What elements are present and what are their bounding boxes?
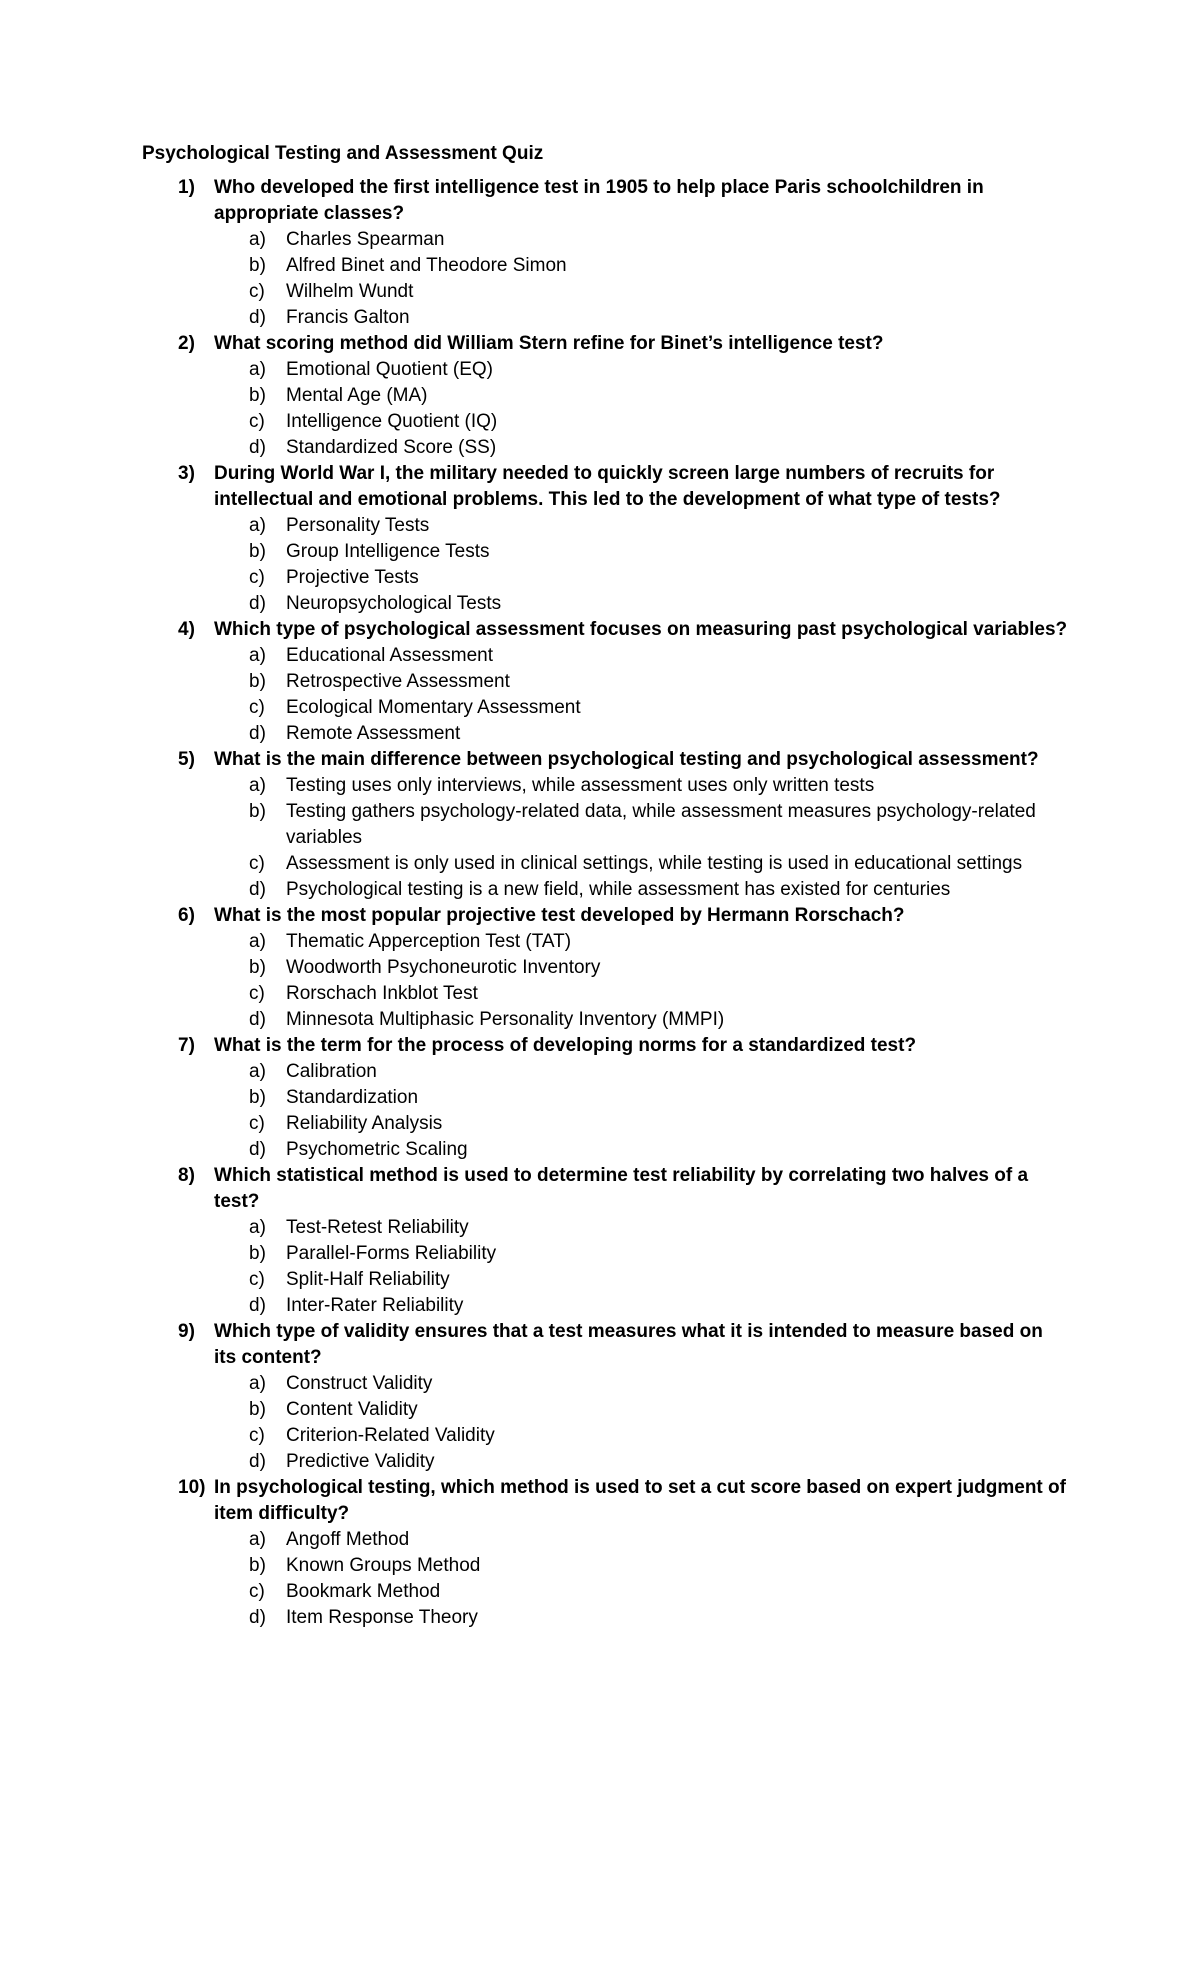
answer-option [214, 1293, 1070, 1319]
answer-option [214, 877, 1070, 903]
option-text: Group Intelligence Tests [286, 541, 490, 562]
option-text: Intelligence Quotient (IQ) [286, 411, 498, 432]
answer-options [214, 1527, 1070, 1631]
question-number: 1) [178, 177, 195, 198]
question-item [142, 1475, 1070, 1631]
answer-options [214, 773, 1070, 903]
question-item [142, 461, 1070, 617]
answer-option [214, 721, 1070, 747]
option-text: Remote Assessment [286, 723, 461, 744]
answer-option [214, 1085, 1070, 1111]
option-text: Projective Tests [286, 567, 419, 588]
option-text: Item Response Theory [286, 1607, 478, 1628]
option-letter: d) [249, 437, 266, 458]
option-text: Educational Assessment [286, 645, 494, 666]
question-text: In psychological testing, which method is used to set a cut score based on expert judgment of item difficulty? [214, 1477, 1066, 1524]
option-letter: b) [249, 957, 266, 978]
option-text: Mental Age (MA) [286, 385, 428, 406]
option-text: Parallel-Forms Reliability [286, 1243, 497, 1264]
question-text: What is the most popular projective test developed by Hermann Rorschach? [214, 905, 905, 926]
option-letter: c) [249, 853, 265, 874]
answer-option [214, 591, 1070, 617]
option-letter: a) [249, 1217, 266, 1238]
answer-options [214, 643, 1070, 747]
option-text: Charles Spearman [286, 229, 445, 250]
answer-option [214, 227, 1070, 253]
answer-option [214, 1007, 1070, 1033]
answer-option [214, 1267, 1070, 1293]
option-text: Criterion-Related Validity [286, 1425, 495, 1446]
answer-option [214, 981, 1070, 1007]
option-text: Wilhelm Wundt [286, 281, 414, 302]
option-letter: c) [249, 697, 265, 718]
question-text: What is the term for the process of developing norms for a standardized test? [214, 1035, 917, 1056]
option-text: Testing gathers psychology-related data, while assessment measures psychology-related variables [286, 801, 1036, 848]
question-text: What is the main difference between psychological testing and psychological assessment? [214, 749, 1039, 770]
answer-option [214, 1527, 1070, 1553]
option-letter: a) [249, 1061, 266, 1082]
option-letter: c) [249, 281, 265, 302]
option-letter: b) [249, 255, 266, 276]
option-text: Test-Retest Reliability [286, 1217, 469, 1238]
option-letter: b) [249, 385, 266, 406]
answer-option [214, 539, 1070, 565]
option-text: Predictive Validity [286, 1451, 435, 1472]
option-text: Ecological Momentary Assessment [286, 697, 581, 718]
option-text: Psychometric Scaling [286, 1139, 468, 1160]
option-text: Francis Galton [286, 307, 410, 328]
answer-options [214, 357, 1070, 461]
option-letter: a) [249, 775, 266, 796]
question-number: 10) [178, 1477, 206, 1498]
question-item [142, 1033, 1070, 1163]
option-text: Split-Half Reliability [286, 1269, 450, 1290]
option-text: Standardized Score (SS) [286, 437, 497, 458]
option-text: Angoff Method [286, 1529, 410, 1550]
option-letter: b) [249, 1087, 266, 1108]
answer-option [214, 1605, 1070, 1631]
option-letter: c) [249, 1113, 265, 1134]
answer-option [214, 409, 1070, 435]
answer-option [214, 773, 1070, 799]
option-letter: c) [249, 983, 265, 1004]
answer-option [214, 643, 1070, 669]
option-letter: b) [249, 1399, 266, 1420]
question-number: 2) [178, 333, 195, 354]
question-item [142, 175, 1070, 331]
question-item [142, 903, 1070, 1033]
question-text: Which type of validity ensures that a test measures what it is intended to measure based on its content? [214, 1321, 1043, 1368]
page-title: Psychological Testing and Assessment Quiz [142, 143, 544, 164]
option-letter: c) [249, 1269, 265, 1290]
question-text: Who developed the first intelligence test in 1905 to help place Paris schoolchildren in appropriate classes? [214, 177, 984, 224]
option-text: Reliability Analysis [286, 1113, 443, 1134]
answer-option [214, 851, 1070, 877]
answer-option [214, 1579, 1070, 1605]
answer-options [214, 513, 1070, 617]
option-text: Calibration [286, 1061, 377, 1082]
answer-options [214, 929, 1070, 1033]
answer-option [214, 1059, 1070, 1085]
option-letter: c) [249, 411, 265, 432]
option-text: Assessment is only used in clinical settings, while testing is used in educational settings [286, 853, 1023, 874]
answer-option [214, 695, 1070, 721]
question-number: 3) [178, 463, 195, 484]
question-number: 7) [178, 1035, 195, 1056]
answer-option [214, 669, 1070, 695]
option-text: Personality Tests [286, 515, 430, 536]
option-letter: b) [249, 1243, 266, 1264]
answer-option [214, 1553, 1070, 1579]
question-text: During World War I, the military needed to quickly screen large numbers of recruits for intellectual and emotional problems. This led to the development of what type of tests? [214, 463, 1001, 510]
option-text: Neuropsychological Tests [286, 593, 502, 614]
question-number: 4) [178, 619, 195, 640]
answer-option [214, 1371, 1070, 1397]
answer-option [214, 383, 1070, 409]
option-text: Content Validity [286, 1399, 418, 1420]
option-text: Known Groups Method [286, 1555, 481, 1576]
answer-option [214, 1137, 1070, 1163]
option-letter: d) [249, 1139, 266, 1160]
question-number: 9) [178, 1321, 195, 1342]
question-text: Which statistical method is used to determine test reliability by correlating two halves of a test? [214, 1165, 1029, 1212]
question-list [142, 175, 1070, 1631]
option-text: Emotional Quotient (EQ) [286, 359, 493, 380]
answer-option [214, 1449, 1070, 1475]
question-text: Which type of psychological assessment focuses on measuring past psychological variables? [214, 619, 1068, 640]
answer-options [214, 227, 1070, 331]
answer-option [214, 513, 1070, 539]
option-letter: b) [249, 801, 266, 822]
question-item [142, 747, 1070, 903]
question-number: 5) [178, 749, 195, 770]
question-number: 8) [178, 1165, 195, 1186]
option-letter: b) [249, 1555, 266, 1576]
question-number: 6) [178, 905, 195, 926]
answer-option [214, 279, 1070, 305]
question-item [142, 617, 1070, 747]
option-text: Alfred Binet and Theodore Simon [286, 255, 567, 276]
option-letter: b) [249, 541, 266, 562]
option-letter: d) [249, 1295, 266, 1316]
question-item [142, 1163, 1070, 1319]
option-letter: c) [249, 567, 265, 588]
answer-option [214, 1397, 1070, 1423]
option-letter: a) [249, 359, 266, 380]
option-text: Minnesota Multiphasic Personality Inventory (MMPI) [286, 1009, 725, 1030]
option-letter: a) [249, 1529, 266, 1550]
option-text: Construct Validity [286, 1373, 433, 1394]
answer-option [214, 305, 1070, 331]
answer-options [214, 1059, 1070, 1163]
option-letter: d) [249, 307, 266, 328]
option-letter: c) [249, 1581, 265, 1602]
option-letter: a) [249, 931, 266, 952]
answer-option [214, 1111, 1070, 1137]
answer-options [214, 1215, 1070, 1319]
answer-option [214, 435, 1070, 461]
option-text: Psychological testing is a new field, while assessment has existed for centuries [286, 879, 951, 900]
option-letter: d) [249, 879, 266, 900]
option-letter: b) [249, 671, 266, 692]
question-item [142, 331, 1070, 461]
answer-option [214, 357, 1070, 383]
answer-options [214, 1371, 1070, 1475]
question-item [142, 1319, 1070, 1475]
option-letter: a) [249, 515, 266, 536]
option-letter: d) [249, 723, 266, 744]
question-text: What scoring method did William Stern refine for Binet’s intelligence test? [214, 333, 884, 354]
option-text: Woodworth Psychoneurotic Inventory [286, 957, 601, 978]
option-text: Inter-Rater Reliability [286, 1295, 464, 1316]
answer-option [214, 1241, 1070, 1267]
answer-option [214, 799, 1070, 851]
option-letter: a) [249, 645, 266, 666]
option-text: Standardization [286, 1087, 419, 1108]
answer-option [214, 929, 1070, 955]
option-text: Retrospective Assessment [286, 671, 510, 692]
answer-option [214, 253, 1070, 279]
option-letter: a) [249, 1373, 266, 1394]
answer-option [214, 955, 1070, 981]
option-text: Testing uses only interviews, while assessment uses only written tests [286, 775, 875, 796]
answer-option [214, 1423, 1070, 1449]
answer-option [214, 1215, 1070, 1241]
option-letter: d) [249, 1451, 266, 1472]
option-letter: d) [249, 593, 266, 614]
option-text: Bookmark Method [286, 1581, 441, 1602]
option-letter: d) [249, 1009, 266, 1030]
option-text: Rorschach Inkblot Test [286, 983, 478, 1004]
option-text: Thematic Apperception Test (TAT) [286, 931, 572, 952]
answer-option [214, 565, 1070, 591]
option-letter: d) [249, 1607, 266, 1628]
option-letter: c) [249, 1425, 265, 1446]
option-letter: a) [249, 229, 266, 250]
